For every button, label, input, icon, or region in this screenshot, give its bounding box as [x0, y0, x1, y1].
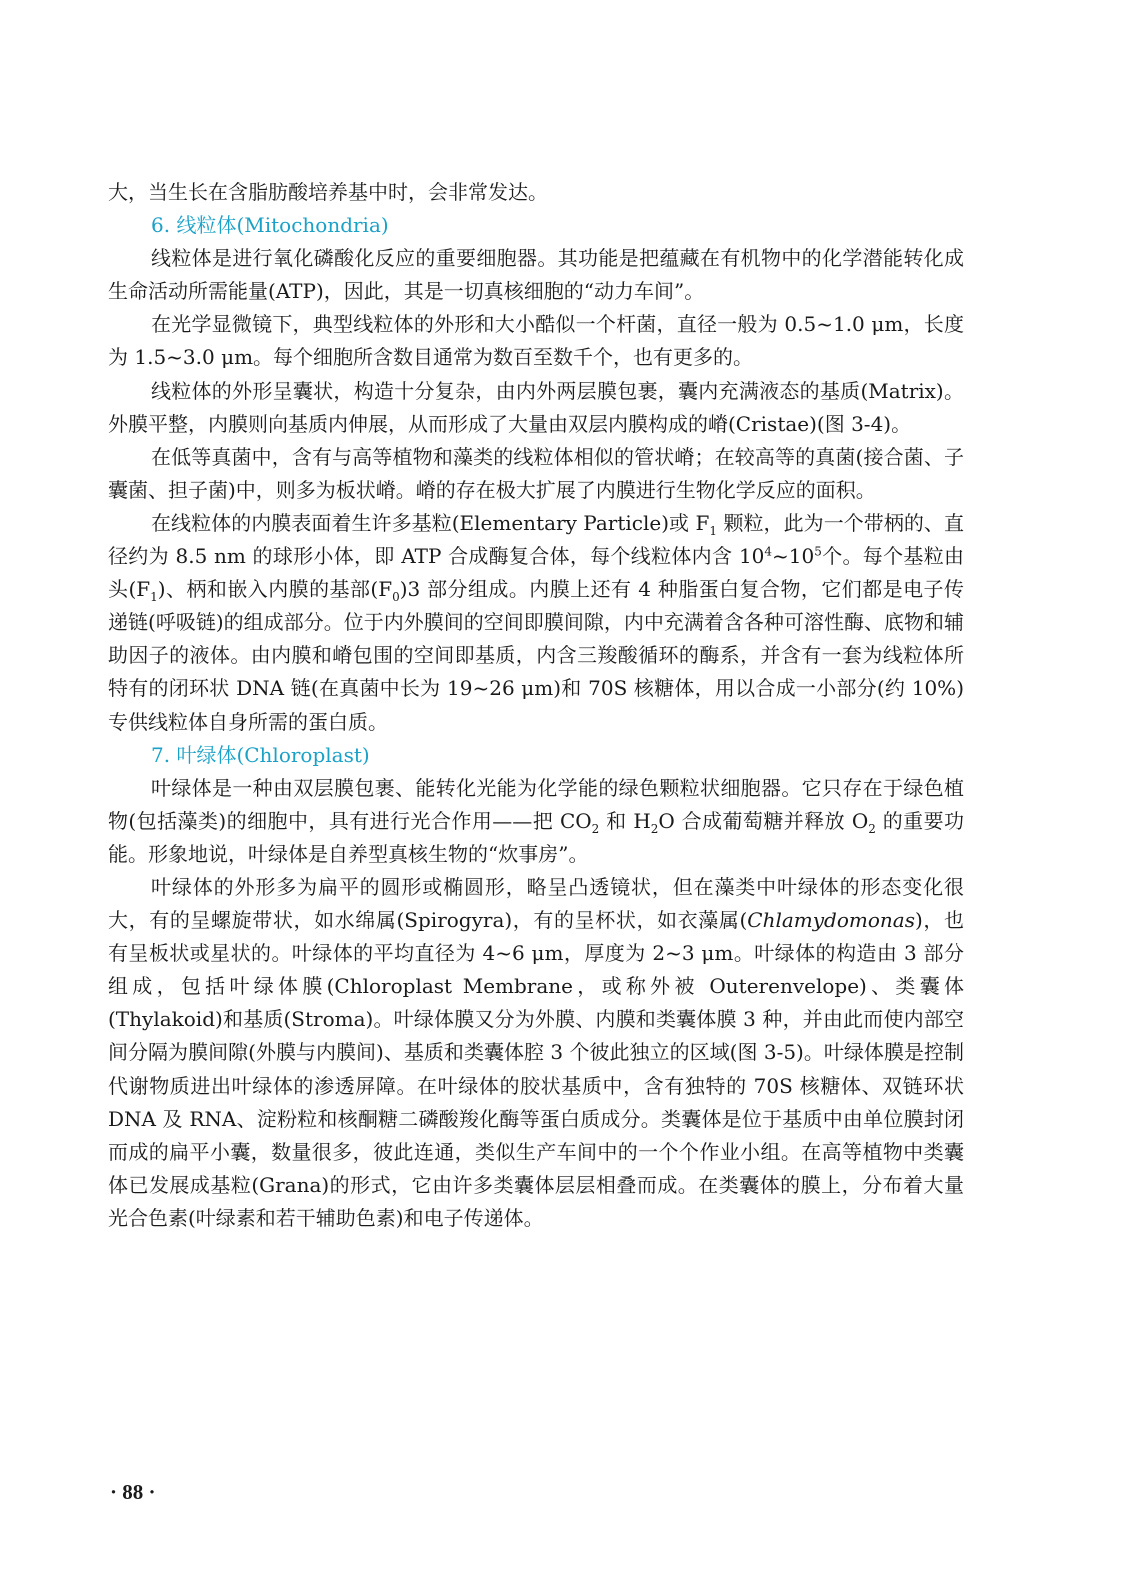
body-paragraph: 线粒体的外形呈囊状，构造十分复杂，由内外两层膜包裹，囊内充满液态的基质(Matrix)。外膜平整，内膜则向基质内伸展，从而形成了大量由双层内膜构成的嵴(Cristae)(图 3-4)。: [108, 378, 964, 436]
section-heading-chloroplast: 7. 叶绿体(Chloroplast): [151, 742, 370, 767]
body-paragraph: 线粒体是进行氧化磷酸化反应的重要细胞器。其功能是把蕴藏在有机物中的化学潜能转化成生命活动所需能量(ATP)，因此，其是一切真核细胞的“动力车间”。: [108, 246, 964, 304]
page-number: · 88 ·: [110, 1480, 156, 1504]
body-paragraph: 在线粒体的内膜表面着生许多基粒(Elementary Particle)或 $F_1$ 颗粒，此为一个带柄的、直径约为 8.5 nm 的球形小体，即 ATP 合成酶复合体，每个线粒体内含 $10^4\sim 10^5$个。每个基粒由头$(F_1)$、柄和嵌入内膜的基部$(F_0)3$ 部分组成。内膜上还有 4 种脂蛋白复合物，它们都是电子传递链(呼吸链)的组成部分。位于内外膜间的空间即膜间隙，内中充满着含各种可溶性酶、底物和辅助因子的液体。由内膜和嵴包围的空间即基质，内含三羧酸循环的酶系，并含有一套为线粒体所特有的闭环状 DNA 链(在真菌中长为 19~26 μm)和 70S 核糖体，用以合成一小部分(约 10%)专供线粒体自身所需的蛋白质。: [108, 510, 964, 734]
body-paragraph: 叶绿体是一种由双层膜包裹、能转化光能为化学能的绿色颗粒状细胞器。它只存在于绿色植物(包括藻类)的细胞中，具有进行光合作用——把 $CO_2$ 和 $H_2O$ 合成葡萄糖并释放 $O_2$ 的重要功能。形象地说，叶绿体是自养型真核生物的“炊事房”。: [108, 775, 965, 866]
body-paragraph: 在低等真菌中，含有与高等植物和藻类的线粒体相似的管状嵴；在较高等的真菌(接合菌、子囊菌、担子菌)中，则多为板状嵴。嵴的存在极大扩展了内膜进行生物化学反应的面积。: [108, 444, 964, 502]
body-paragraph: 在光学显微镜下，典型线粒体的外形和大小酷似一个杆菌，直径一般为 0.5~1.0 μm，长度为 1.5~3.0 μm。每个细胞所含数目通常为数百至数千个，也有更多的。: [108, 312, 964, 370]
page-body: [108, 176, 964, 1235]
body-paragraph: 大，当生长在含脂肪酸培养基中时，会非常发达。: [108, 180, 548, 204]
section-heading-mitochondria: 6. 线粒体(Mitochondria): [151, 213, 389, 238]
body-paragraph: 叶绿体的外形多为扁平的圆形或椭圆形，略呈凸透镜状，但在藻类中叶绿体的形态变化很大，有的呈螺旋带状，如水绵属(Spirogyra)，有的呈杯状，如衣藻属(Chlamydomonas)，也有呈板状或星状的。叶绿体的平均直径为 4~6 μm，厚度为 2~3 μm。叶绿体的构造由 3 部分组成，包括叶绿体膜(Chloroplast Membrane，或称外被 Outerenvelope)、类囊体(Thylakoid)和基质(Stroma)。叶绿体膜又分为外膜、内膜和类囊体膜 3 种，并由此而使内部空间分隔为膜间隙(外膜与内膜间)、基质和类囊体腔 3 个彼此独立的区域(图 3-5)。叶绿体膜是控制代谢物质进出叶绿体的渗透屏障。在叶绿体的胶状基质中，含有独特的 70S 核糖体、双链环状 DNA 及 RNA、淀粉粒和核酮糖二磷酸羧化酶等蛋白质成分。类囊体是位于基质中由单位膜封闭而成的扁平小囊，数量很多，彼此连通，类似生产车间中的一个个作业小组。在高等植物中类囊体已发展成基粒(Grana)的形式，它由许多类囊体层层相叠而成。在类囊体的膜上，分布着大量光合色素(叶绿素和若干辅助色素)和电子传递体。: [108, 874, 964, 1230]
